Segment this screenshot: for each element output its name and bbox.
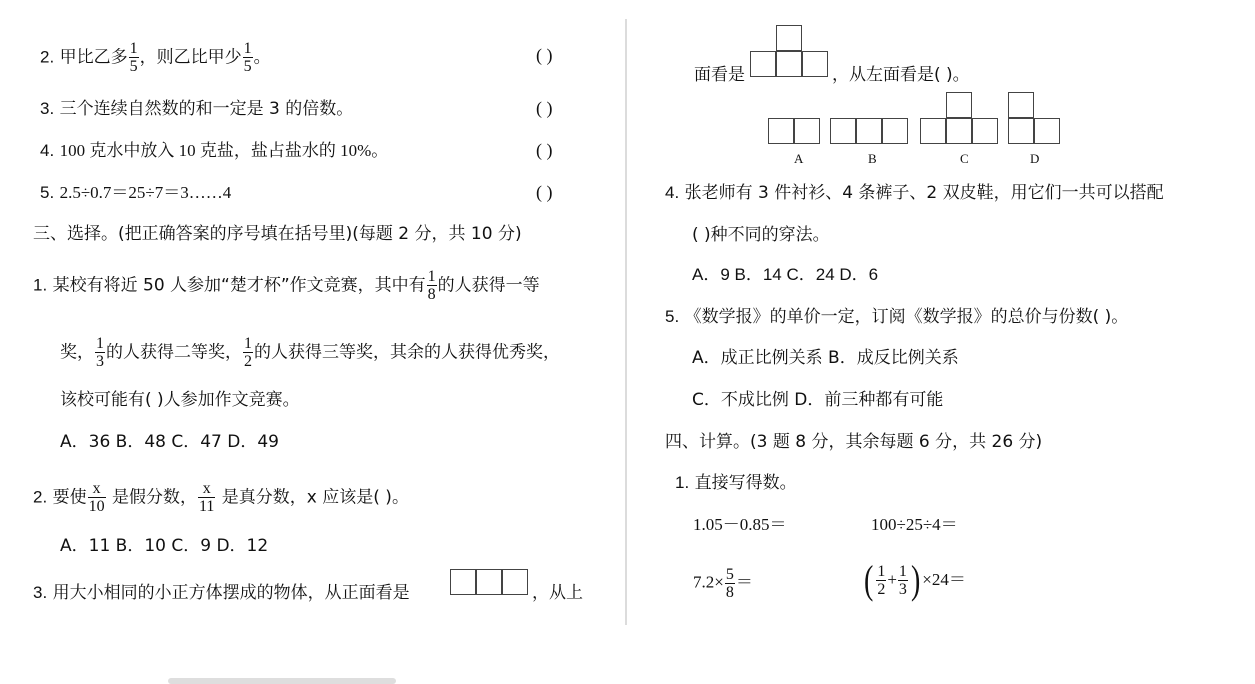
- left-paren: (: [863, 557, 874, 602]
- fraction: $\frac{1}{3}$: [898, 562, 907, 598]
- choice-q2-options: A．11 B．10 C．9 D．12: [60, 536, 269, 556]
- calc-expr-3: 7.2× $\frac{5}{8}$ ＝: [693, 566, 753, 601]
- fraction: $\frac{1}{2}$: [877, 562, 886, 598]
- judgement-item-3: 3. 三个连续自然数的和一定是 3 的倍数。: [40, 99, 354, 119]
- answer-blank[interactable]: ( ): [536, 98, 553, 118]
- answer-blank[interactable]: ( ): [536, 182, 553, 202]
- judgement-item-5: 5. 2.5÷0.7＝25÷7＝3……4: [40, 183, 232, 202]
- choice-q3-line2-post: ，从左面看是( )。: [832, 65, 970, 85]
- section-heading-calculation: 四、计算。(3 题 8 分，其余每题 6 分，共 26 分): [665, 432, 1043, 452]
- judgement-item-4: 4. 100 克水中放入 10 克盐，盐占盐水的 10%。: [40, 141, 389, 160]
- choice-q4-line2: ( )种不同的穿法。: [692, 225, 830, 245]
- calc-expr-4: ( $\frac{1}{2}$ + $\frac{1}{3}$ ) ×24＝: [863, 557, 966, 602]
- choice-q1-options: A．36 B．48 C．47 D．49: [60, 432, 279, 452]
- choice-q2-line1: 2. 要使 $\frac{x}{10}$ 是假分数， $\frac{x}{11}$ 是真分数，x 应该是( )。: [33, 480, 409, 515]
- fraction: $\frac{5}{8}$: [725, 566, 734, 601]
- option-d-label: D: [1030, 151, 1040, 166]
- section-heading-choice: 三、选择。(把正确答案的序号填在括号里)(每题 2 分，共 10 分): [33, 224, 522, 244]
- fraction: $\frac{1}{2}$: [244, 335, 252, 370]
- choice-q1-line2: 奖， $\frac{1}{3}$ 的人获得二等奖， $\frac{1}{2}$ 的人获得三等奖，其余的人获得优秀奖，: [60, 335, 560, 370]
- choice-q1-line1: 1. 某校有将近 50 人参加“楚才杯”作文竞赛，其中有 $\frac{1}{8}$ 的人获得一等: [33, 268, 540, 303]
- choice-q4-line1: 4. 张老师有 3 件衬衫、4 条裤子、2 双皮鞋，用它们一共可以搭配: [665, 183, 1164, 203]
- choice-q1-line3: 该校可能有( )人参加作文竞赛。: [60, 390, 300, 410]
- fraction: $\frac{1}{5}$: [129, 40, 138, 75]
- fraction: $\frac{1}{5}$: [243, 40, 252, 75]
- choice-q5-options-row1: A．成正比例关系 B．成反比例关系: [692, 348, 959, 368]
- option-c-label: C: [960, 151, 969, 166]
- option-b-label: B: [868, 151, 877, 166]
- column-divider: [625, 19, 627, 625]
- judgement-item-2: 2. 甲比乙多 $\frac{1}{5}$ ，则乙比甲少 $\frac{1}{5}$ 。: [40, 40, 271, 75]
- right-paren: ): [910, 557, 921, 602]
- answer-blank[interactable]: ( ): [536, 45, 553, 65]
- choice-q4-options: A．9 B．14 C．24 D．6: [692, 265, 879, 284]
- calc-expr-1: 1.05－0.85＝: [693, 515, 787, 534]
- calc-q1-title: 1. 直接写得数。: [675, 473, 797, 493]
- choice-q3-line1: 3. 用大小相同的小正方体摆成的物体，从正面看是: [33, 583, 410, 603]
- choice-q3-line2-pre: 面看是: [694, 65, 745, 85]
- fraction: $\frac{1}{3}$: [96, 335, 104, 370]
- fraction: $\frac{x}{11}$: [199, 480, 215, 515]
- choice-q3-line1-tail: ，从上: [532, 583, 583, 603]
- answer-blank[interactable]: ( ): [536, 140, 553, 160]
- calc-expr-2: 100÷25÷4＝: [871, 515, 958, 534]
- option-a-label: A: [794, 151, 804, 166]
- choice-q5-line1: 5. 《数学报》的单价一定，订阅《数学报》的总价与份数( )。: [665, 307, 1129, 327]
- fraction: $\frac{1}{8}$: [427, 268, 436, 303]
- horizontal-scrollbar[interactable]: [168, 678, 396, 684]
- fraction: $\frac{x}{10}$: [88, 480, 105, 515]
- choice-q5-options-row2: C．不成比例 D．前三种都有可能: [692, 390, 944, 410]
